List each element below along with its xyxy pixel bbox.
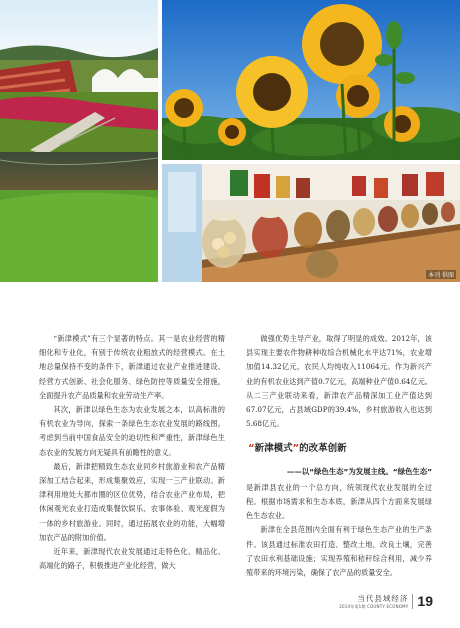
paragraph: 做强优势主导产业，取得了明显的成效。2012年，该县实现主要农作物耕种收综合机械化水平达71%，农业增加值14.32亿元，农民人均纯收入11064元。作为新兴产业的有机农业达到产值0.7亿元，高端种业产值0.64亿元。从二三产业联动来看，新津农产品精深加工业产值达到67.07亿元，占县域GDP的39.4%，乡村旅游收入也达到5.68亿元。 — [246, 334, 432, 429]
section-title-main: 新津模式 — [254, 443, 293, 455]
jar-display-photo — [162, 164, 460, 282]
section-quote-open: “ — [248, 443, 255, 455]
paragraph: 其次，新津以绿色生态为农业发展之本，以高标准的有机农业为导向，探索一条绿色生态农业发展的路线图。考虑到当前中国食品安全的迫切性和严重性，新津绿色生态农业的发展方向无疑具有前瞻性的意义。 — [39, 405, 225, 457]
section-title-rest: 的改革创新 — [299, 443, 347, 455]
page-footer — [339, 593, 433, 610]
magazine-masthead — [339, 593, 408, 610]
page-number: 19 — [412, 594, 433, 609]
photo-credit: 本刊 供图 — [428, 272, 454, 279]
article-left-column — [39, 332, 225, 573]
paragraph: “新津模式”有三个显著的特点。其一是农业经营的精细化和专业化，有别于传统农业粗放式的经营模式。在土地总量保持不变的条件下，新津通过农业产业推进建设、经营方式创新、社会化服务、绿色防控等质量安全措施，全面提升农产品质量和农业劳动生产率。 — [39, 334, 225, 400]
paragraph: 近年来，新津现代农业发展通过走特色化、精品化、高端化的路子，积极推进产业化经营，做大 — [39, 547, 225, 571]
article-right-column — [246, 332, 432, 580]
sub-heading: ——以“绿色生态”为发展主线。“绿色生态” — [286, 466, 432, 476]
magazine-name: 当代县域经济 — [357, 594, 409, 603]
section-heading — [246, 442, 432, 456]
paragraph: 新津在全县范围内全面有利于绿色生态产业的生产条件。该县通过标准农田打造、整改土地，改良土壤，完善了农田水利基础设施；实现养殖和秸秆综合利用，减少养殖带来的环境污染，确保了农产品的质量安全。 — [246, 525, 432, 578]
magazine-issue: 2014年第1期 COUNTY ECONOMY — [339, 604, 409, 609]
paragraph: 是新津县农业的一个总方向，统领现代农业发展的全过程。根据市场需求和生态本底，新津从四个方面来发展绿色生态农业。 — [246, 482, 432, 521]
paragraph: 最后，新津把精致生态农业同乡村旅游业和农产品精深加工结合起来，形成集聚效应，实现一三产业联动。新津利用地处大都市圈的区位优势，结合农业产业布局，把休闲观光农业打造成集餐饮娱乐、农事体验、观光度假为一体的乡村旅游业。同时，通过拓展农业的功能，大幅增加农产品的附加价值。 — [39, 461, 225, 542]
section-quote-close: ” — [292, 443, 300, 455]
sunflower-photo — [162, 0, 460, 160]
greenhouse-hillside-photo — [0, 0, 158, 282]
